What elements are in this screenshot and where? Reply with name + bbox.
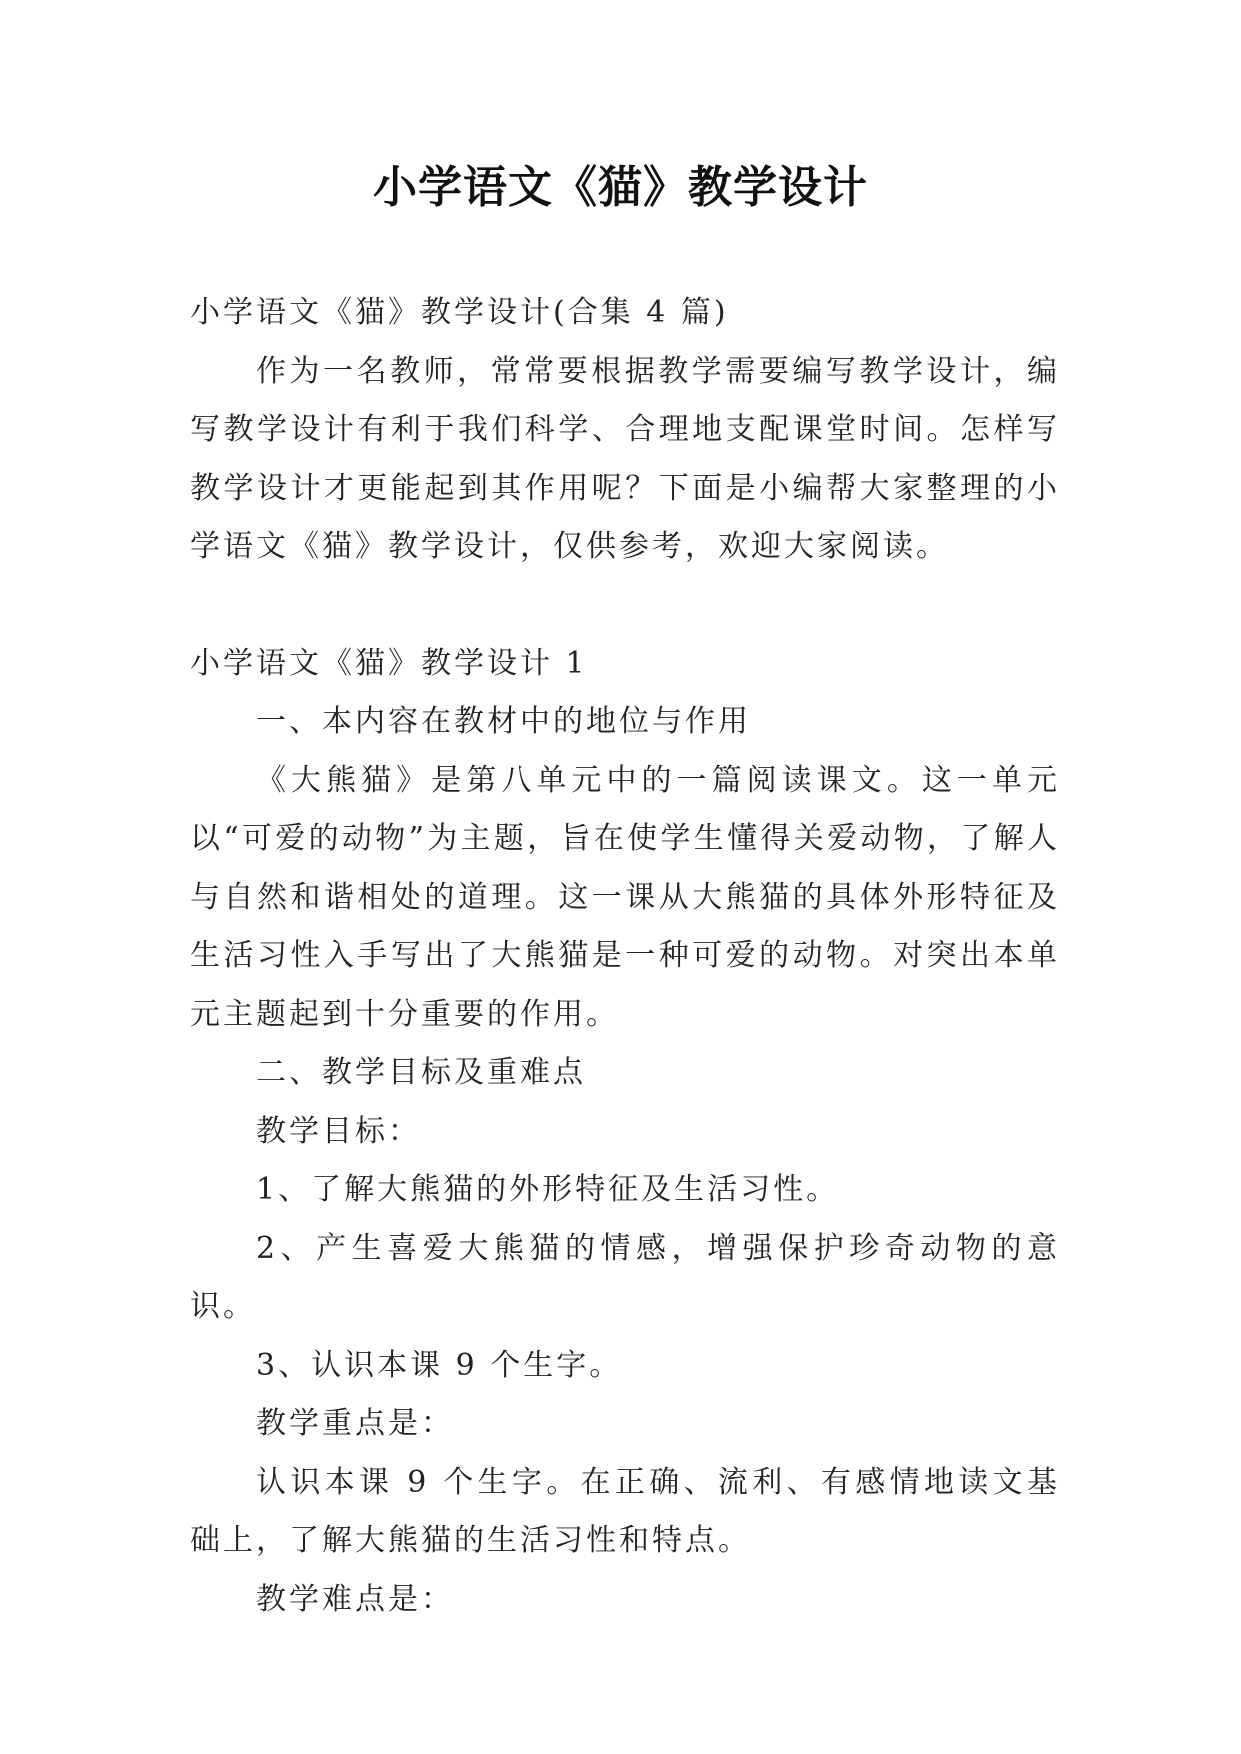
section-heading: 小学语文《猫》教学设计 1 [190,645,588,681]
body-paragraph: 教学重点是： [256,1406,454,1441]
body-paragraph: 《大熊猫》是第八单元中的一篇阅读课文。这一单元以“可爱的动物”为主题，旨在使学生懂得关爱动物，了解人与自然和谐相处的道理。这一课从大熊猫的具体外形特征及生活习性入手写出了大熊猫是一种可爱的动物。对突出本单元主题起到十分重要的作用。 [190,762,1060,1032]
body-paragraph: 2、产生喜爱大熊猫的情感，增强保护珍奇动物的意识。 [190,1230,1060,1324]
body-paragraph: 二、教学目标及重难点 [256,1055,586,1090]
subtitle-paragraph: 小学语文《猫》教学设计(合集 4 篇) [190,295,729,330]
paragraph-gap [190,577,1060,635]
body-paragraph: 1、了解大熊猫的外形特征及生活习性。 [256,1172,840,1207]
body-paragraph: 认识本课 9 个生字。在正确、流利、有感情地读文基础上，了解大熊猫的生活习性和特点。 [190,1464,1060,1558]
body-paragraph: 教学难点是： [256,1581,454,1617]
body-paragraph: 一、本内容在教材中的地位与作用 [256,704,751,739]
intro-paragraph: 作为一名教师，常常要根据教学需要编写教学设计，编写教学设计有利于我们科学、合理地支配课堂时间。怎样写教学设计才更能起到其作用呢？下面是小编帮大家整理的小学语文《猫》教学设计，仅供参考，欢迎大家阅读。 [190,353,1060,564]
document-title: 小学语文《猫》教学设计 [373,162,868,213]
body-paragraph: 3、认识本课 9 个生字。 [256,1347,623,1383]
document-body [190,284,1060,1629]
body-paragraph: 教学目标： [256,1113,421,1149]
